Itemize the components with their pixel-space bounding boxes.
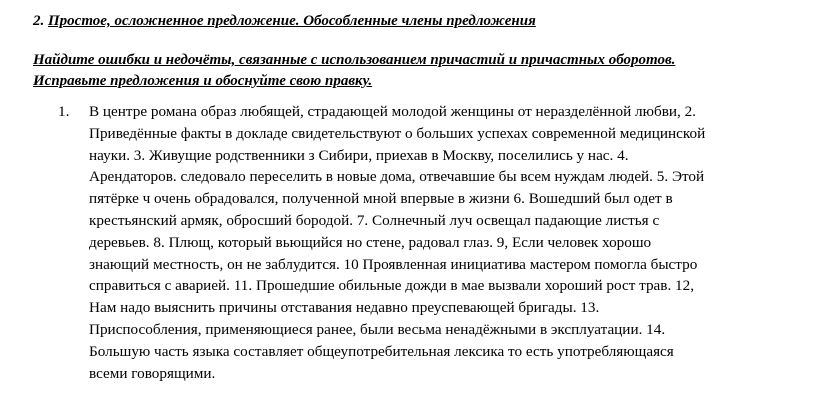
exercise-line: знающий местность, он не заблудится. 10 Проявленная инициатива мастером помогла быстро — [89, 255, 698, 273]
task-line-1: Найдите ошибки и недочёты, связанные с использованием причастий и причастных оборотов. — [33, 52, 676, 68]
exercise-line: Приведённые факты в докладе свидетельствуют о больших успехах современной медицинской — [89, 124, 706, 142]
task-line-2: Исправьте предложения и обоснуйте свою правку. — [33, 73, 373, 89]
task-instruction — [33, 50, 813, 92]
exercise-text — [89, 101, 819, 384]
exercise-line: В центре романа образ любящей, страдающей молодой женщины от неразделённой любви, 2. — [89, 103, 696, 120]
exercise-line: Нам надо выяснить причины отставания недавно преуспевающей бригады. 13. — [89, 299, 600, 317]
exercise-line: пятёрке ч очень обрадовался, полученной мной впервые в жизни 6. Вошедший был одет в — [89, 190, 673, 208]
section-title: Простое, осложненное предложение. Обособленные члены предложения — [48, 13, 536, 29]
section-heading — [33, 13, 536, 30]
exercise-line: всеми говорящими. — [89, 364, 216, 382]
exercise-line: науки. 3. Живущие родственники з Сибири, приехав в Москву, поселились у нас. 4. — [89, 146, 629, 164]
section-number: 2. — [33, 13, 45, 29]
exercise-line: Арендаторов. следовало переселить в новые дома, отвечавшие бы всем нуждам людей. 5. Этой — [89, 168, 705, 186]
exercise-line: Большую часть языка составляет общеупотребительная лексика то есть употребляющаяся — [89, 342, 674, 360]
exercise-line: Приспособления, применяющиеся ранее, были весьма ненадёжными в эксплуатации. 14. — [89, 320, 666, 338]
exercise-line: справиться с аварией. 11. Прошедшие обильные дожди в мае вызвали хороший рост трав. 12, — [89, 277, 695, 295]
exercise-line: деревьев. 8. Плющ, который вьющийся но стене, радовал глаз. 9, Если человек хорошо — [89, 233, 652, 251]
exercise-line: крестьянский армяк, обросший бородой. 7. Солнечный луч освещал падающие листья с — [89, 211, 660, 229]
list-item-number: 1. — [58, 103, 70, 120]
